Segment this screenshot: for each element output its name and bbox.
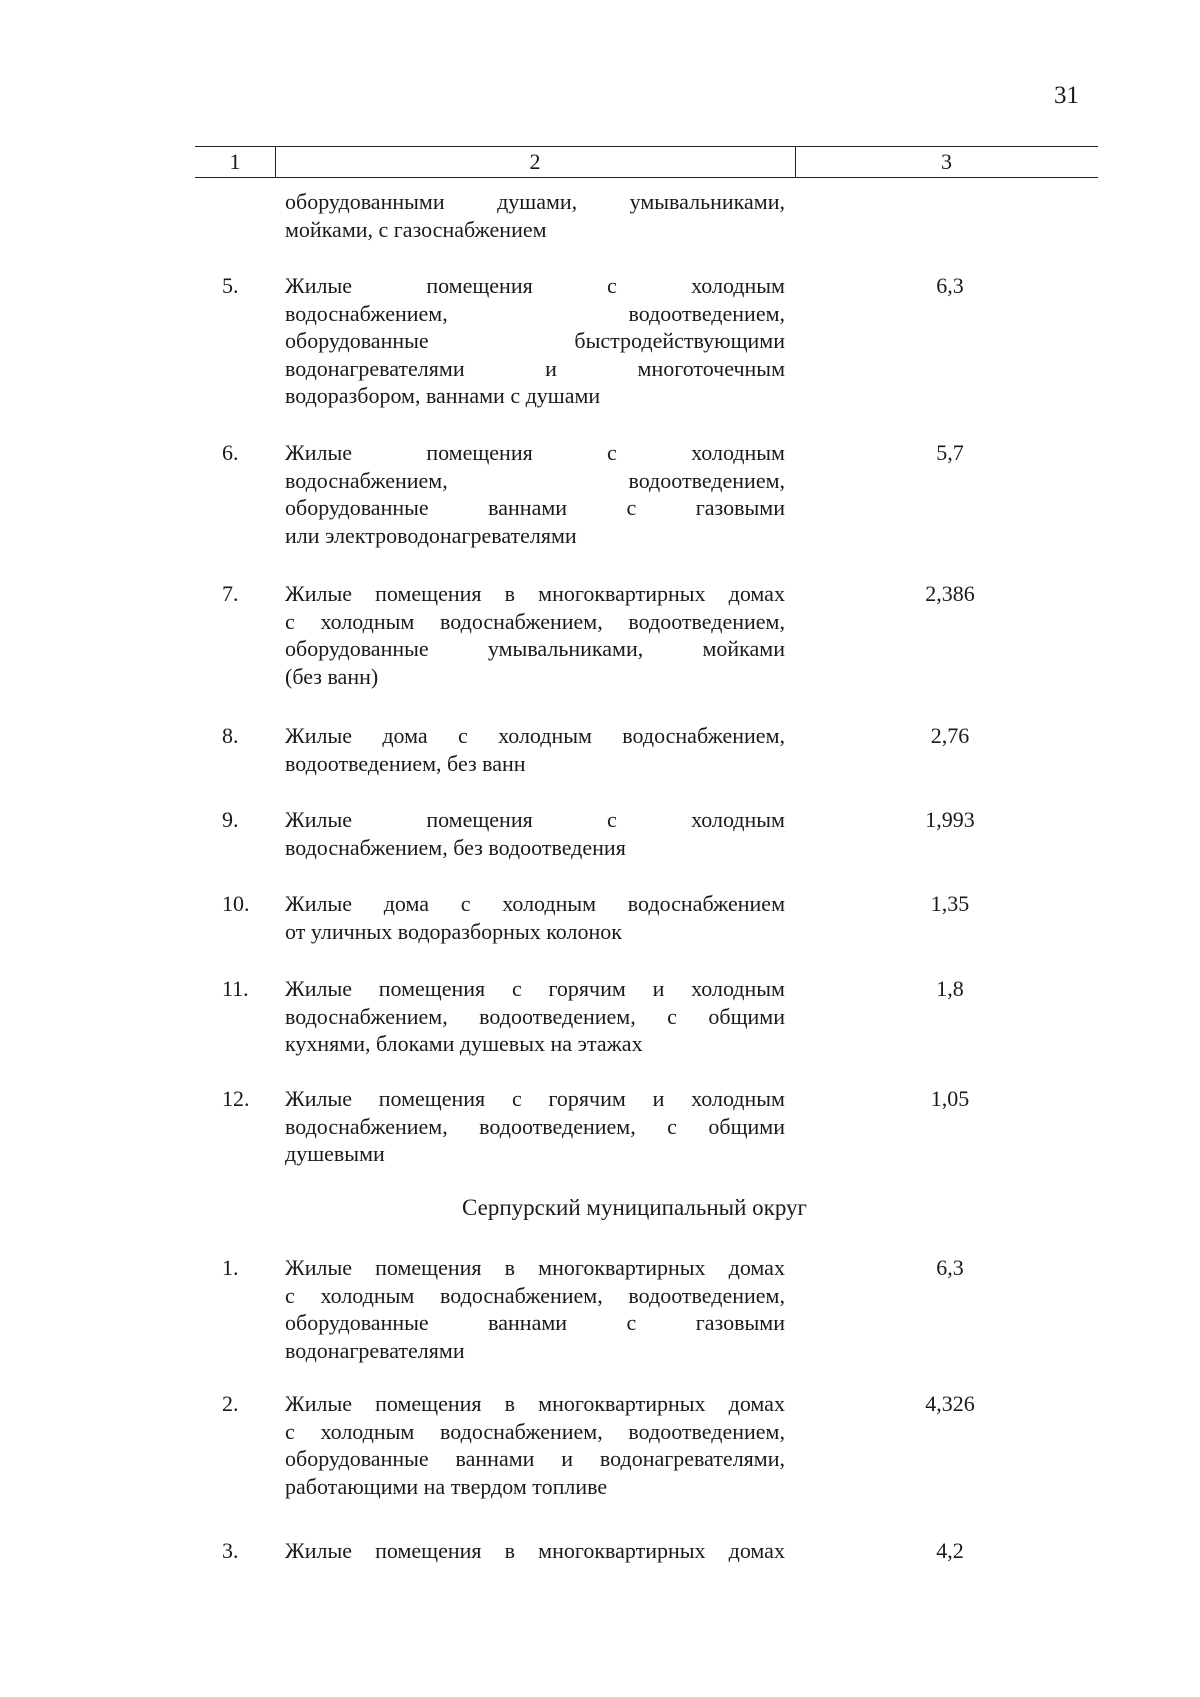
description-last-line: работающими на твердом топливе: [285, 1473, 608, 1499]
row-number: 10.: [222, 891, 250, 916]
word: помещения: [378, 1086, 486, 1111]
continuation-line-2: мойками, с газоснабжением: [285, 216, 547, 242]
word: с: [285, 608, 295, 634]
word: Жилые: [285, 807, 353, 832]
word: в: [504, 1255, 516, 1280]
word: многоточечным: [637, 355, 785, 381]
description-line: [285, 1418, 785, 1446]
word: водоотведением,: [628, 467, 785, 493]
description-line: [285, 975, 785, 1003]
word: многоквартирных: [538, 1255, 706, 1280]
word: Жилые: [285, 1391, 353, 1416]
description-line: [285, 1309, 785, 1337]
word: Жилые: [285, 273, 353, 298]
row-value: 1,35: [930, 891, 970, 916]
word: водонагревателями,: [599, 1446, 785, 1471]
description-line: [285, 580, 785, 608]
word: водонагревателями: [285, 355, 465, 381]
row-description: [285, 890, 785, 945]
word: горячим: [548, 1086, 626, 1111]
word: с: [667, 1003, 677, 1029]
description-line: [285, 355, 785, 383]
row-number: 5.: [222, 273, 239, 298]
word: с: [626, 495, 637, 520]
word: с: [607, 440, 617, 465]
word: с: [511, 1086, 522, 1111]
word: мойками: [702, 636, 785, 661]
word: общими: [708, 1113, 785, 1139]
description-line: [285, 608, 785, 636]
row-description: [285, 1254, 785, 1364]
row-description: [285, 1390, 785, 1500]
word: помещения: [378, 976, 486, 1001]
row-description: [285, 1537, 785, 1565]
word: водоотведением,: [479, 1113, 636, 1139]
description-last-line: кухнями, блоками душевых на этажах: [285, 1031, 643, 1056]
word: домах: [728, 1255, 785, 1280]
word: умывальниками,: [629, 189, 785, 214]
word: холодным: [498, 723, 592, 748]
header-col-1: 1: [195, 147, 276, 177]
word: многоквартирных: [538, 581, 706, 606]
word: с: [511, 976, 522, 1001]
row-number: 7.: [222, 581, 239, 606]
word: газовыми: [695, 495, 785, 520]
word: водоснабжением,: [440, 1418, 603, 1444]
row-value: 1,993: [925, 807, 975, 832]
row-value: 1,05: [930, 1086, 970, 1111]
word: Жилые: [285, 976, 353, 1001]
row-description: [285, 975, 785, 1058]
row-value: 6,3: [936, 273, 964, 298]
description-last-line: водоразбором, ваннами с душами: [285, 383, 601, 408]
description-last-line: водоотведением, без ванн: [285, 750, 526, 776]
description-line: [285, 1282, 785, 1310]
word: помещения: [375, 1391, 482, 1416]
word: газовыми: [695, 1310, 785, 1335]
word: водоотведением,: [628, 608, 785, 634]
description-line: [285, 494, 785, 522]
description-line: [285, 272, 785, 300]
word: водоснабжением,: [285, 1003, 448, 1029]
word: и: [561, 1446, 574, 1471]
word: оборудованные: [285, 1446, 429, 1471]
row-description: [285, 580, 785, 690]
row-value: 5,7: [936, 440, 964, 465]
word: Жилые: [285, 1255, 353, 1280]
word: ваннами: [455, 1446, 535, 1471]
row-description: [285, 806, 785, 861]
description-line: [285, 890, 785, 918]
row-number: 3.: [222, 1538, 239, 1563]
table-header: [195, 146, 1098, 178]
word: ваннами: [488, 1310, 568, 1335]
row-description: [285, 439, 785, 549]
word: в: [504, 1538, 516, 1563]
word: помещения: [375, 581, 482, 606]
word: помещения: [375, 1538, 482, 1563]
page-number: 31: [1054, 82, 1079, 109]
word: холодным: [691, 1086, 785, 1111]
word: помещения: [375, 1255, 482, 1280]
word: оборудованные: [285, 1310, 429, 1335]
description-line: [285, 635, 785, 663]
word: оборудованными: [285, 189, 445, 214]
word: домах: [728, 1538, 785, 1563]
word: водоснабжением,: [285, 1113, 448, 1139]
word: холодным: [502, 891, 597, 916]
word: холодным: [320, 608, 415, 634]
row-value: 1,8: [936, 976, 964, 1001]
word: дома: [383, 891, 430, 916]
header-col-2: 2: [275, 147, 796, 177]
word: в: [504, 581, 516, 606]
word: горячим: [548, 976, 626, 1001]
word: домах: [728, 581, 785, 606]
word: дома: [382, 723, 428, 748]
continuation-line-1: [285, 188, 785, 216]
description-line: [285, 1445, 785, 1473]
description-line: [285, 722, 785, 750]
word: с: [460, 891, 471, 916]
word: холодным: [691, 440, 785, 465]
word: Жилые: [285, 1538, 353, 1563]
word: оборудованные: [285, 495, 429, 520]
row-number: 9.: [222, 807, 239, 832]
word: водоотведением,: [628, 1418, 785, 1444]
word: Жилые: [285, 440, 353, 465]
word: домах: [728, 1391, 785, 1416]
word: водоснабжением,: [440, 608, 603, 634]
word: помещения: [426, 807, 533, 832]
word: и: [545, 355, 557, 381]
continuation-text: [285, 188, 785, 243]
description-line: [285, 300, 785, 328]
word: Жилые: [285, 723, 353, 748]
word: и: [652, 976, 665, 1001]
word: водоснабжением,: [622, 723, 785, 748]
description-last-line: или электроводонагревателями: [285, 522, 577, 548]
word: умывальниками,: [487, 636, 644, 661]
row-number: 6.: [222, 440, 239, 465]
row-number: 2.: [222, 1391, 239, 1416]
word: многоквартирных: [538, 1538, 706, 1563]
row-number: 12.: [222, 1086, 250, 1111]
word: водоотведением,: [628, 1282, 785, 1308]
word: водоснабжением,: [285, 467, 448, 493]
description-line: [285, 1113, 785, 1141]
word: водоснабжением,: [285, 300, 448, 326]
description-line: [285, 1390, 785, 1418]
word: водоснабжением,: [440, 1282, 603, 1308]
word: с: [607, 807, 617, 832]
row-number: 1.: [222, 1255, 239, 1280]
description-last-line: водоснабжением, без водоотведения: [285, 834, 626, 860]
word: холодным: [691, 976, 785, 1001]
description-line: [285, 806, 785, 834]
description-last-line: от уличных водоразборных колонок: [285, 918, 622, 944]
word: холодным: [691, 273, 785, 298]
description-line: [285, 439, 785, 467]
row-value: 2,386: [925, 581, 975, 606]
word: ваннами: [488, 495, 568, 520]
word: душами,: [497, 189, 578, 214]
row-value: 2,76: [930, 723, 970, 748]
word: многоквартирных: [538, 1391, 706, 1416]
description-line: [285, 327, 785, 355]
word: Жилые: [285, 1086, 353, 1111]
word: быстродействующими: [574, 328, 785, 353]
header-col-3: 3: [941, 149, 952, 174]
row-description: [285, 272, 785, 410]
word: помещения: [426, 440, 533, 465]
word: водоотведением,: [479, 1003, 636, 1029]
description-line: [285, 1003, 785, 1031]
word: холодным: [320, 1282, 415, 1308]
row-value: 4,2: [936, 1538, 964, 1563]
word: помещения: [426, 273, 533, 298]
word: с: [607, 273, 617, 298]
row-number: 8.: [222, 723, 239, 748]
row-number: 11.: [222, 976, 249, 1001]
word: оборудованные: [285, 328, 429, 353]
description-last-line: (без ванн): [285, 663, 379, 689]
description-line: [285, 1085, 785, 1113]
word: водоснабжением: [627, 891, 785, 916]
word: общими: [708, 1003, 785, 1029]
word: Жилые: [285, 581, 353, 606]
word: холодным: [691, 807, 785, 832]
word: и: [652, 1086, 665, 1111]
word: в: [504, 1391, 516, 1416]
row-description: [285, 1085, 785, 1168]
row-description: [285, 722, 785, 777]
word: оборудованные: [285, 636, 429, 661]
section-title: Серпурский муниципальный округ: [462, 1195, 807, 1220]
word: с: [285, 1282, 295, 1308]
word: с: [457, 723, 468, 748]
row-value: 6,3: [936, 1255, 964, 1280]
word: Жилые: [285, 891, 353, 916]
description-last-line: водонагревателями: [285, 1337, 465, 1363]
word: холодным: [320, 1418, 415, 1444]
row-value: 4,326: [925, 1391, 975, 1416]
description-line: [285, 1254, 785, 1282]
word: с: [626, 1310, 637, 1335]
word: водоотведением,: [628, 300, 785, 326]
word: с: [667, 1113, 677, 1139]
description-last-line: душевыми: [285, 1141, 385, 1166]
word: с: [285, 1418, 295, 1444]
description-line: [285, 467, 785, 495]
description-line: [285, 1537, 785, 1565]
